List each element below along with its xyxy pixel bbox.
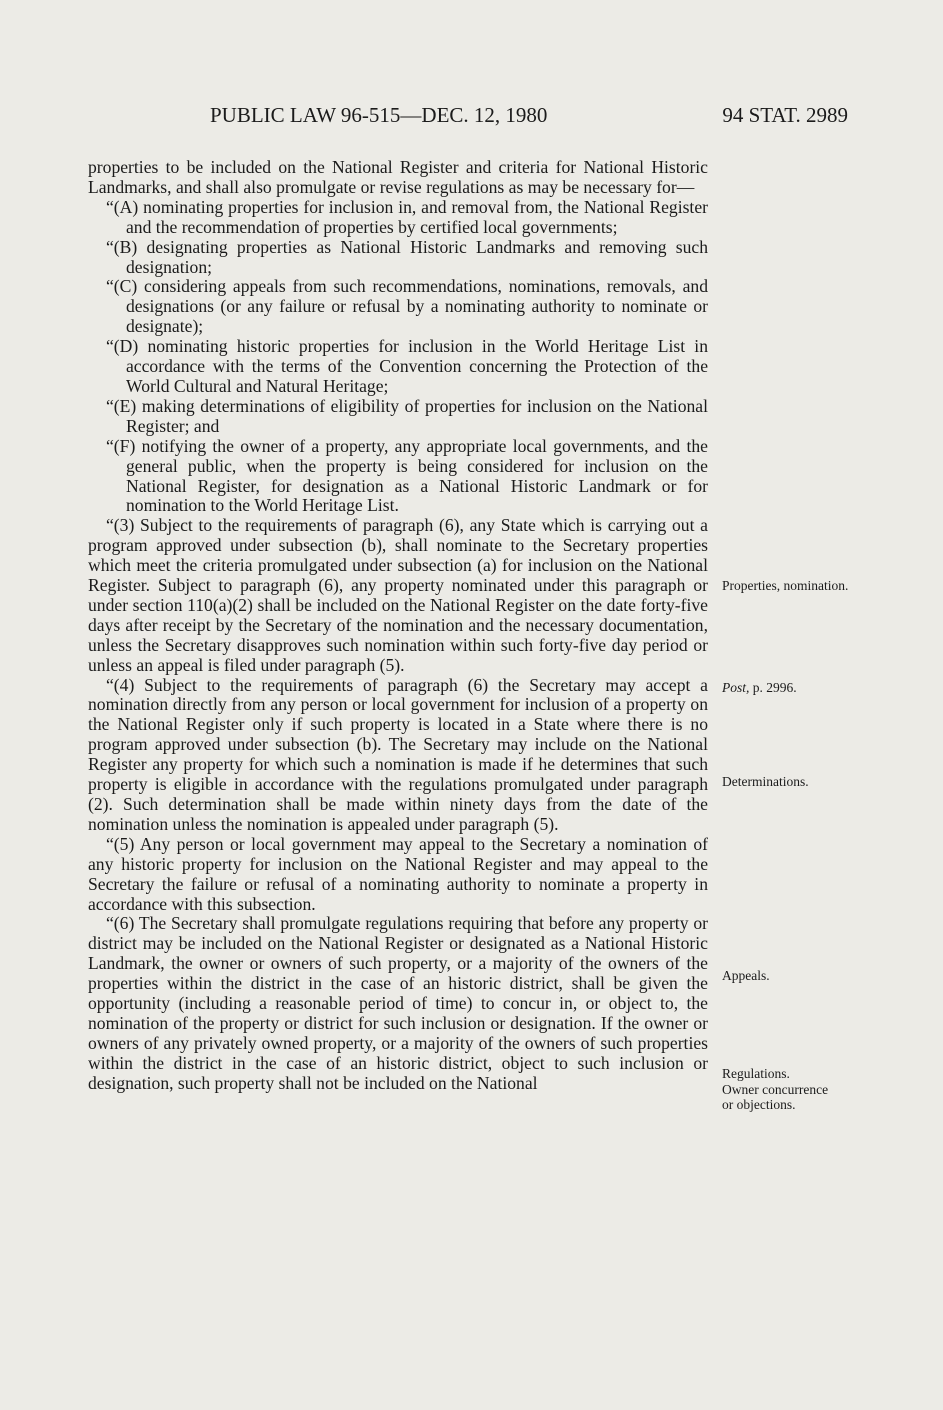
margin-note-properties: Properties, nomination. bbox=[722, 578, 849, 593]
clause-e: “(E) making determinations of eligibility of properties for inclusion on the National Register; and bbox=[106, 395, 708, 436]
margin-note-post-ref bbox=[722, 680, 872, 695]
statute-page-number: 94 STAT. 2989 bbox=[722, 103, 848, 127]
margin-note-owner-concurrence: Owner concurrence or objections. bbox=[722, 1082, 829, 1112]
margin-note-appeals: Appeals. bbox=[722, 968, 770, 983]
clause-a: “(A) nominating properties for inclusion in, and removal from, the National Register and the recommendation of properties by certified local governments; bbox=[106, 196, 708, 237]
margin-note-regulations: Regulations. bbox=[722, 1066, 790, 1081]
paragraph-3: “(3) Subject to the requirements of paragraph (6), any State which is carrying out a program approved under subsection (b), shall nominate to the Secretary properties which meet the criteria promulgated under subsection (a) for inclusion on the National Register. Subject to paragraph (6), any property nominated under this paragraph or under section 110(a)(2) shall be included on the National Register on the date forty-five days after receipt by the Secretary of the nomination and the necessary documentation, unless the Secretary disapproves such nomination within such forty-five day period or unless an appeal is filed under paragraph (5). bbox=[88, 515, 708, 675]
running-title: PUBLIC LAW 96-515—DEC. 12, 1980 bbox=[210, 103, 548, 127]
body-text bbox=[88, 158, 708, 1094]
paragraph-4: “(4) Subject to the requirements of paragraph (6) the Secretary may accept a nomination directly from any person or local government for inclusion of a property on the National Register only if such property is located in a State where there is no program approved under subsection (b). The Secretary may include on the National Register any property for which such a nomination is made if he determines that such property is eligible in accordance with the regulations promulgated under paragraph (2). Such determination shall be made within ninety days from the date of the nomination unless the nomination is appealed under paragraph (5). bbox=[88, 674, 708, 834]
clause-f: “(F) notifying the owner of a property, any appropriate local governments, and the general public, when the property is being considered for inclusion on the National Register, for designation as a National Historic Landmark or for nomination to the World Heritage List. bbox=[106, 435, 708, 516]
margin-note-determinations: Determinations. bbox=[722, 774, 809, 789]
clause-d: “(D) nominating historic properties for inclusion in the World Heritage List in accordance with the terms of the Convention concerning the Protection of the World Cultural and Natural Heritage; bbox=[106, 336, 708, 396]
paragraph-5: “(5) Any person or local government may appeal to the Secretary a nomination of any historic property for inclusion on the National Register and may appeal to the Secretary the failure or refusal of a nominating authority to nominate a property in accordance with this subsection. bbox=[88, 833, 708, 914]
margin-note-post-italic: Post, bbox=[722, 680, 750, 695]
page-header bbox=[88, 103, 848, 133]
margin-note-post-page: p. 2996. bbox=[749, 680, 797, 695]
clause-c: “(C) considering appeals from such recommendations, nominations, removals, and designations (or any failure or refusal by a nominating authority to nominate or designate); bbox=[106, 276, 708, 337]
paragraph-6: “(6) The Secretary shall promulgate regulations requiring that before any property or district may be included on the National Register or designated as a National Historic Landmark, the owner or owners of such property, or a majority of the owners of the properties within the district in the case of an historic district, shall be given the opportunity (including a reasonable period of time) to concur in, or object to, the nomination of the property or district for such inclusion or designation. If the owner or owners of any privately owned property, or a majority of the owners of such properties within the district in the case of an historic district, object to such inclusion or designation, such property shall not be included on the National bbox=[88, 913, 708, 1093]
continuation-paragraph: properties to be included on the National Register and criteria for National Historic Landmarks, and shall also promulgate or revise regulations as may be necessary for— bbox=[88, 157, 708, 197]
clause-b: “(B) designating properties as National Historic Landmarks and removing such designation; bbox=[106, 236, 708, 277]
